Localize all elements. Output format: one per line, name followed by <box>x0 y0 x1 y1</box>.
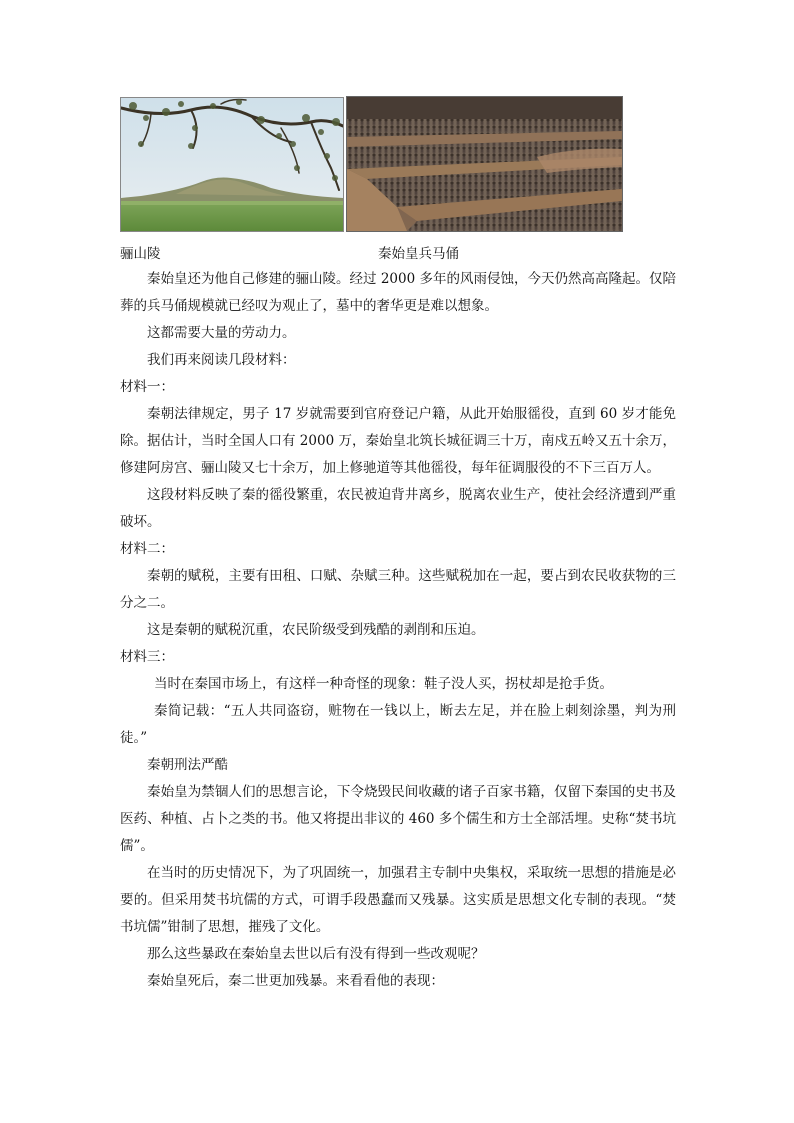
paragraph: 秦简记载：“五人共同盗窃，赃物在一钱以上，断去左足，并在脸上刺刻涂墨，判为刑徒。” <box>120 703 676 746</box>
paragraph: 秦朝法律规定，男子 17 岁就需要到官府登记户籍，从此开始服徭役，直到 60 岁才能免除。据估计，当时全国人口有 2000 万，秦始皇北筑长城征调三十万，南戍五岭又五十余万，修建阿房宫、骊山陵又七十余万，加上修驰道等其他徭役，每年征调服役的不下三百万人。 <box>120 406 676 476</box>
material-heading: 材料二： <box>120 541 174 557</box>
right-image-caption: 秦始皇兵马俑 <box>378 246 459 262</box>
paragraph: 那么这些暴政在秦始皇去世以后有没有得到一些改观呢？ <box>147 946 485 962</box>
paragraph: 我们再来阅读几段材料： <box>147 352 296 368</box>
paragraph: 秦始皇还为他自己修建的骊山陵。经过 2000 多年的风雨侵蚀，今天仍然高高隆起。仅陪葬的兵马俑规模就已经叹为观止了，墓中的奢华更是难以想象。 <box>120 271 676 314</box>
document-body <box>120 266 676 995</box>
lishan-mausoleum-photo <box>120 97 344 232</box>
paragraph: 秦始皇死后，秦二世更加残暴。来看看他的表现： <box>147 973 444 989</box>
paragraph: 秦朝的赋税，主要有田租、口赋、杂赋三种。这些赋税加在一起，要占到农民收获物的三分之二。 <box>120 568 676 611</box>
material-heading: 材料三： <box>120 649 174 665</box>
paragraph: 秦朝刑法严酷 <box>147 757 228 773</box>
paragraph: 这段材料反映了秦的徭役繁重，农民被迫背井离乡，脱离农业生产，使社会经济遭到严重破坏。 <box>120 487 676 530</box>
terracotta-army-photo <box>346 96 623 232</box>
paragraph: 这是秦朝的赋税沉重，农民阶级受到残酷的剥削和压迫。 <box>147 622 485 638</box>
left-image-caption: 骊山陵 <box>120 246 161 262</box>
paragraph: 这都需要大量的劳动力。 <box>147 325 296 341</box>
material-heading: 材料一： <box>120 379 174 395</box>
paragraph: 秦始皇为禁锢人们的思想言论，下令烧毁民间收藏的诸子百家书籍，仅留下秦国的史书及医药、种植、占卜之类的书。他又将提出非议的 460 多个儒生和方士全部活埋。史称“焚书坑儒”。 <box>120 784 676 854</box>
paragraph: 当时在秦国市场上，有这样一种奇怪的现象：鞋子没人买，拐杖却是抢手货。 <box>154 676 613 692</box>
paragraph: 在当时的历史情况下，为了巩固统一，加强君主专制中央集权，采取统一思想的措施是必要的。但采用焚书坑儒的方式，可谓手段愚蠢而又残暴。这实质是思想文化专制的表现。“焚书坑儒”钳制了思想，摧残了文化。 <box>120 865 676 935</box>
